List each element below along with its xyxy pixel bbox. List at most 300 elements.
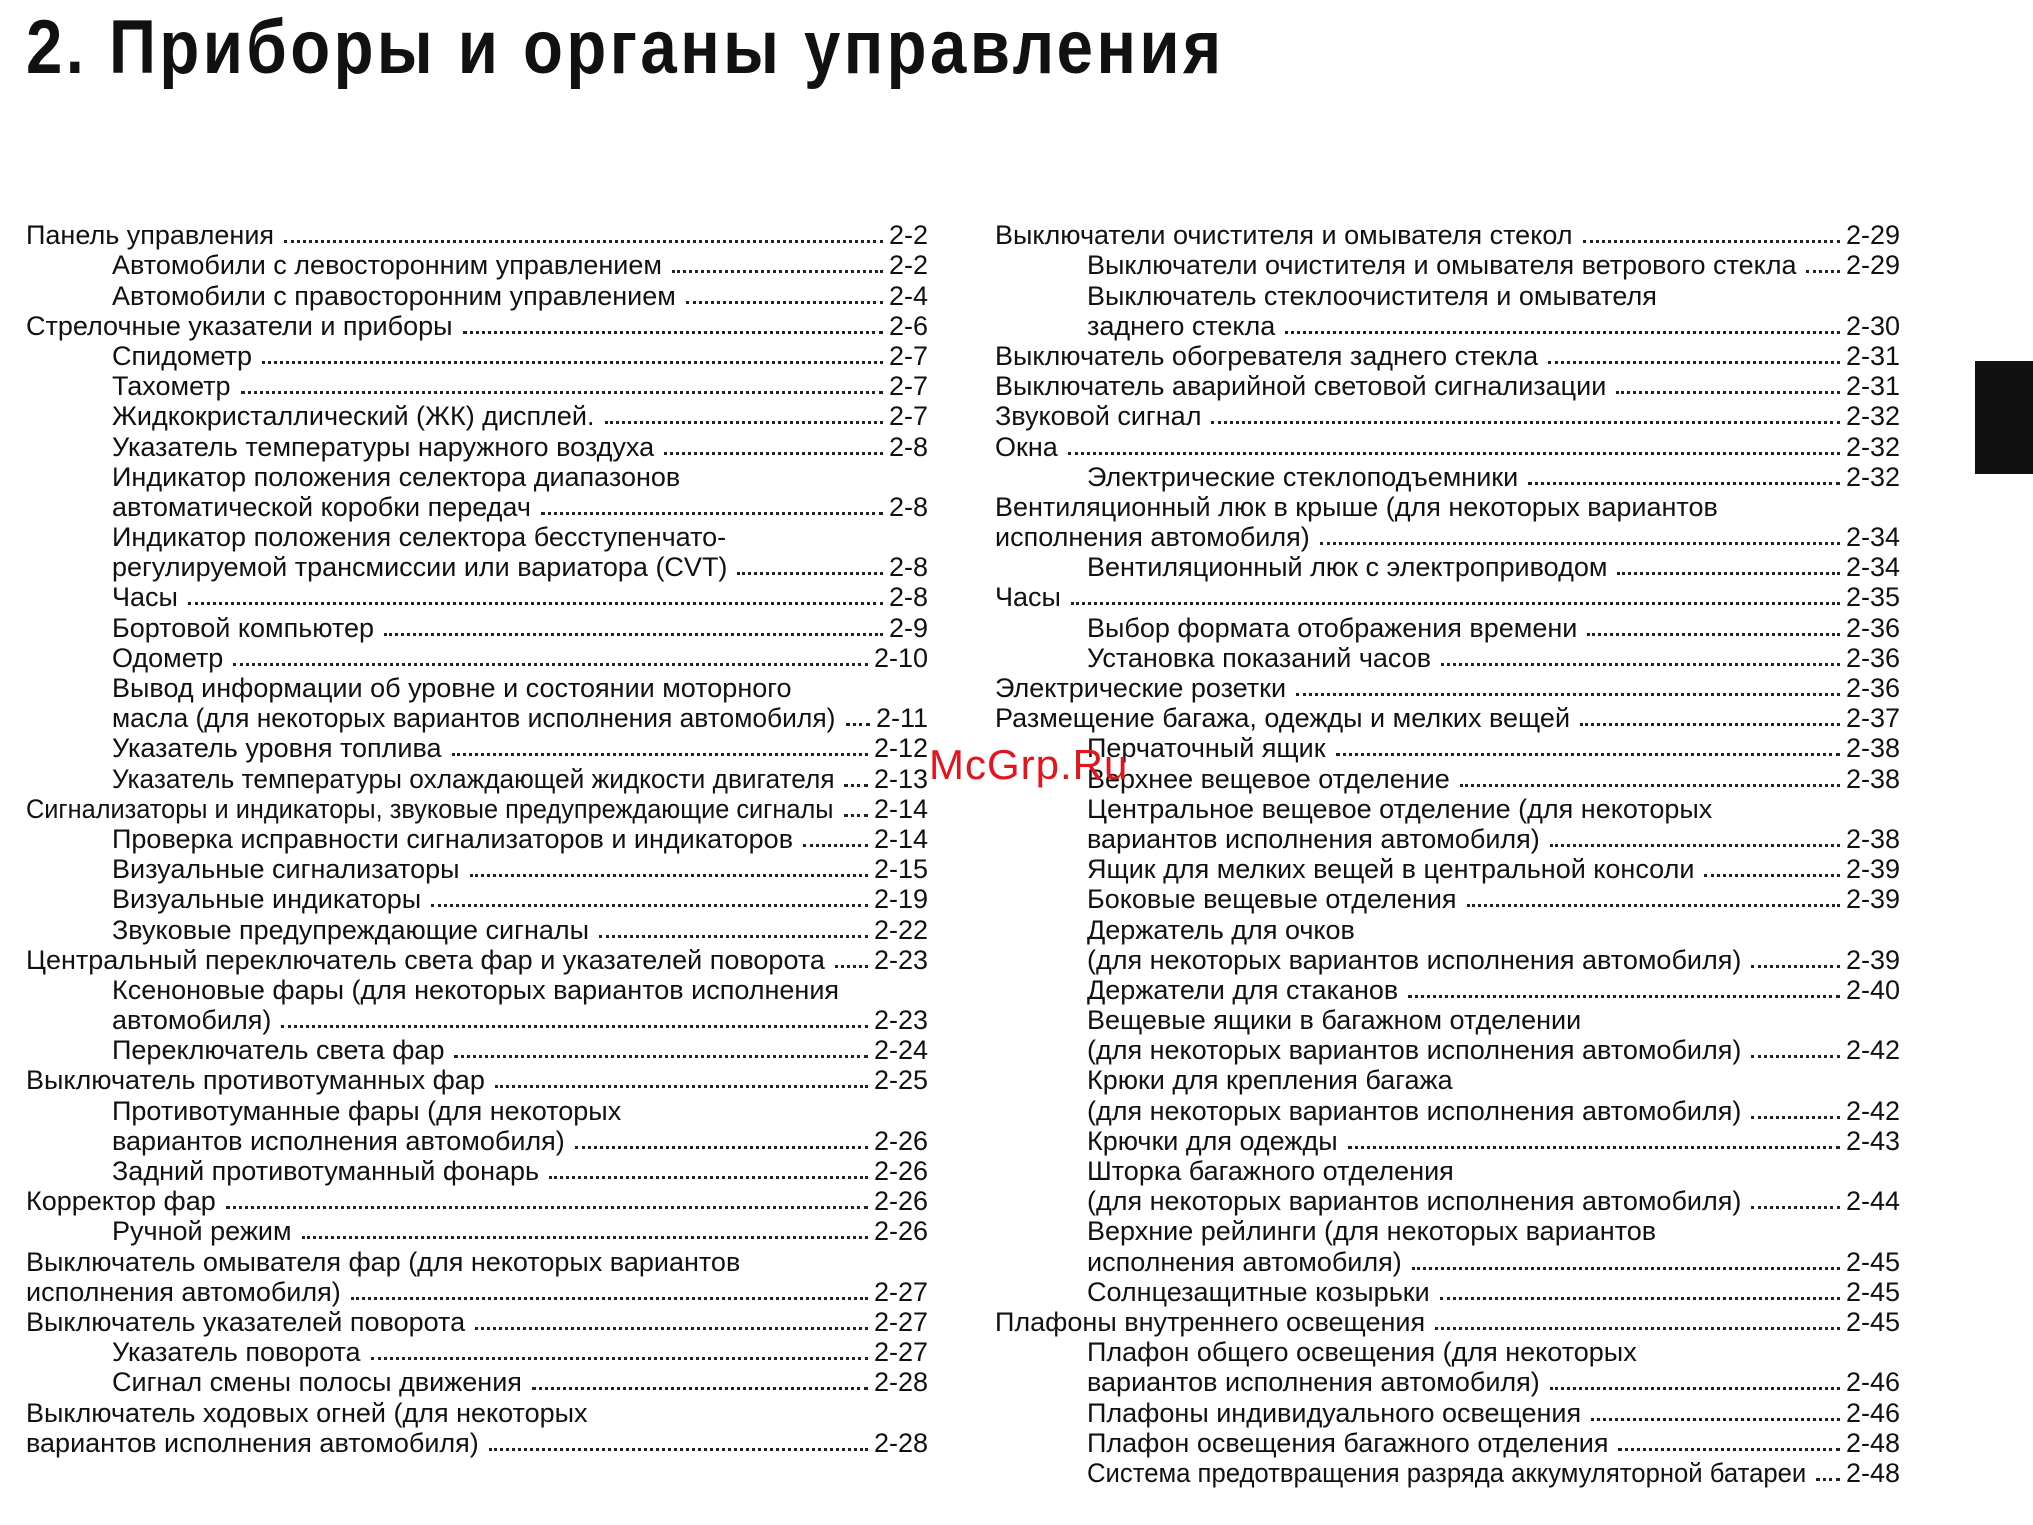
toc-entry[interactable] bbox=[26, 492, 928, 522]
toc-page-number: 2-29 bbox=[1845, 220, 1900, 251]
toc-entry-title: Указатель температуры охлаждающей жидкости двигателя bbox=[112, 763, 835, 794]
toc-entry[interactable] bbox=[26, 854, 928, 884]
toc-entry[interactable] bbox=[995, 763, 1900, 793]
dot-leader bbox=[1285, 331, 1840, 334]
toc-page-number: 2-22 bbox=[873, 914, 928, 945]
toc-page-number: 2-7 bbox=[888, 340, 928, 371]
toc-entry-title: Выключатель противотуманных фар bbox=[26, 1065, 485, 1096]
toc-entry[interactable] bbox=[26, 703, 928, 733]
toc-entry[interactable] bbox=[26, 401, 928, 431]
toc-entry[interactable] bbox=[995, 975, 1900, 1005]
toc-entry-title: масла (для некоторых вариантов исполнения автомобиля) bbox=[112, 703, 836, 734]
toc-page-number: 2-44 bbox=[1845, 1186, 1900, 1217]
dot-leader bbox=[470, 874, 868, 877]
toc-page-number: 2-19 bbox=[873, 884, 928, 915]
toc-entry-title: (для некоторых вариантов исполнения автомобиля) bbox=[1087, 1186, 1742, 1217]
toc-entry[interactable] bbox=[26, 1005, 928, 1035]
toc-entry[interactable] bbox=[995, 492, 1900, 522]
dot-leader bbox=[737, 572, 883, 575]
toc-entry-title: Электрические розетки bbox=[995, 673, 1287, 703]
toc-entry-title: Выключатель обогревателя заднего стекла bbox=[995, 340, 1539, 371]
dot-leader bbox=[1528, 482, 1840, 485]
toc-page-number: 2-8 bbox=[888, 552, 928, 583]
toc-entry-title: Система предотвращения разряда аккумуляторной батареи bbox=[1087, 1457, 1807, 1488]
dot-leader bbox=[1440, 1297, 1840, 1300]
dot-leader bbox=[1591, 1418, 1840, 1421]
toc-page-number: 2-38 bbox=[1845, 823, 1900, 854]
dot-leader bbox=[541, 512, 883, 515]
toc-entry[interactable] bbox=[26, 884, 928, 914]
toc-page-number: 2-38 bbox=[1845, 733, 1900, 764]
toc-entry-title: Переключатель света фар bbox=[112, 1035, 445, 1066]
toc-page-number: 2-48 bbox=[1845, 1427, 1900, 1458]
toc-page-number: 2-38 bbox=[1845, 763, 1900, 794]
toc-entry-title: Проверка исправности сигнализаторов и индикаторов bbox=[112, 823, 794, 854]
toc-entry[interactable] bbox=[995, 311, 1900, 341]
toc-page-number: 2-25 bbox=[873, 1065, 928, 1096]
toc-entry-title: Стрелочные указатели и приборы bbox=[26, 310, 453, 341]
toc-entry-title: Электрические стеклоподъемники bbox=[1087, 461, 1519, 492]
dot-leader bbox=[575, 1146, 868, 1149]
toc-entry[interactable] bbox=[995, 552, 1900, 582]
toc-entry-title: автоматической коробки передач bbox=[112, 491, 531, 522]
toc-entry[interactable] bbox=[995, 1156, 1900, 1186]
dot-leader bbox=[1587, 633, 1840, 636]
dot-leader bbox=[1336, 753, 1840, 756]
toc-entry[interactable] bbox=[26, 1428, 928, 1458]
toc-entry-title: Установка показаний часов bbox=[1087, 642, 1432, 673]
toc-left-column bbox=[26, 220, 928, 1458]
dot-leader bbox=[475, 1327, 868, 1330]
toc-entry[interactable] bbox=[26, 1246, 928, 1276]
toc-entry[interactable] bbox=[26, 824, 928, 854]
toc-entry[interactable] bbox=[26, 975, 928, 1005]
toc-entry-title: Плафоны внутреннего освещения bbox=[995, 1306, 1426, 1337]
toc-entry-title: Размещение багажа, одежды и мелких вещей bbox=[995, 703, 1571, 734]
toc-entry-title: Плафон освещения багажного отделения bbox=[1087, 1427, 1609, 1458]
dot-leader bbox=[463, 331, 883, 334]
toc-entry-title: Солнцезащитные козырьки bbox=[1087, 1276, 1430, 1307]
dot-leader bbox=[1751, 1206, 1840, 1209]
dot-leader bbox=[233, 663, 868, 666]
toc-entry-title: Жидкокристаллический (ЖК) дисплей. bbox=[112, 401, 595, 432]
toc-page-number: 2-23 bbox=[873, 1005, 928, 1036]
toc-entry[interactable] bbox=[26, 1307, 928, 1337]
toc-page-number: 2-28 bbox=[873, 1367, 928, 1398]
toc-entry[interactable] bbox=[26, 522, 928, 552]
toc-entry[interactable] bbox=[995, 431, 1900, 461]
toc-entry[interactable] bbox=[995, 1458, 1900, 1488]
toc-entry[interactable] bbox=[26, 1156, 928, 1186]
toc-entry-title: Плафоны индивидуального освещения bbox=[1087, 1397, 1582, 1428]
toc-entry[interactable] bbox=[995, 673, 1900, 703]
toc-entry-title: (для некоторых вариантов исполнения автомобиля) bbox=[1087, 944, 1742, 975]
dot-leader bbox=[1320, 542, 1840, 545]
toc-entry-title: вариантов исполнения автомобиля) bbox=[26, 1427, 479, 1458]
toc-entry[interactable] bbox=[26, 371, 928, 401]
toc-entry[interactable] bbox=[995, 914, 1900, 944]
toc-page-number: 2-13 bbox=[873, 763, 928, 794]
dot-leader bbox=[1348, 1146, 1840, 1149]
toc-entry-title: Выключатель ходовых огней (для некоторых bbox=[26, 1397, 588, 1428]
toc-entry[interactable] bbox=[26, 1065, 928, 1095]
toc-entry[interactable] bbox=[995, 401, 1900, 431]
toc-entry-title: Вещевые ящики в багажном отделении bbox=[1087, 1005, 1582, 1036]
dot-leader bbox=[1751, 1116, 1840, 1119]
toc-entry-title: Указатель поворота bbox=[112, 1337, 361, 1368]
toc-entry[interactable] bbox=[995, 643, 1900, 673]
dot-leader bbox=[1435, 1327, 1840, 1330]
toc-entry[interactable] bbox=[995, 462, 1900, 492]
toc-entry[interactable] bbox=[26, 1337, 928, 1367]
toc-page-number: 2-29 bbox=[1845, 250, 1900, 281]
dot-leader bbox=[351, 1297, 868, 1300]
toc-entry[interactable] bbox=[26, 431, 928, 461]
toc-page-number: 2-28 bbox=[873, 1427, 928, 1458]
dot-leader bbox=[1583, 240, 1840, 243]
toc-page-number: 2-6 bbox=[888, 310, 928, 341]
toc-entry-title: Выключатели очистителя и омывателя стекол bbox=[995, 220, 1573, 251]
toc-entry-title: Визуальные сигнализаторы bbox=[112, 854, 460, 885]
toc-entry-title: Верхние рейлинги (для некоторых вариантов bbox=[1087, 1216, 1657, 1247]
toc-entry-title: (для некоторых вариантов исполнения автомобиля) bbox=[1087, 1095, 1742, 1126]
toc-entry[interactable] bbox=[26, 1216, 928, 1246]
toc-page-number: 2-8 bbox=[888, 491, 928, 522]
toc-entry[interactable] bbox=[995, 794, 1900, 824]
toc-entry-title: Противотуманные фары (для некоторых bbox=[112, 1095, 622, 1126]
toc-entry-title: Индикатор положения селектора бесступенчато- bbox=[112, 522, 727, 553]
toc-page-number: 2-42 bbox=[1845, 1035, 1900, 1066]
dot-leader bbox=[1704, 874, 1840, 877]
toc-entry-title: Звуковой сигнал bbox=[995, 401, 1202, 432]
toc-entry-title: Крючки для одежды bbox=[1087, 1125, 1338, 1156]
toc-entry[interactable] bbox=[26, 763, 928, 793]
dot-leader bbox=[1408, 995, 1840, 998]
toc-entry-title: Центральный переключатель света фар и указателей поворота bbox=[26, 944, 825, 975]
toc-entry-title: Индикатор положения селектора диапазонов bbox=[112, 461, 681, 492]
watermark: McGrp.Ru bbox=[929, 741, 1129, 788]
toc-page-number: 2-12 bbox=[873, 733, 928, 764]
chapter-tab-marker bbox=[1975, 361, 2033, 474]
toc-page-number: 2-4 bbox=[888, 280, 928, 311]
dot-leader bbox=[495, 1085, 868, 1088]
toc-entry[interactable] bbox=[995, 733, 1900, 763]
dot-leader bbox=[1548, 361, 1840, 364]
toc-entry[interactable] bbox=[995, 1005, 1900, 1035]
toc-page-number: 2-23 bbox=[873, 944, 928, 975]
toc-entry[interactable] bbox=[26, 220, 928, 250]
toc-entry[interactable] bbox=[995, 612, 1900, 642]
toc-entry-title: регулируемой трансмиссии или вариатора (CVT) bbox=[112, 552, 728, 583]
dot-leader bbox=[454, 1055, 867, 1058]
dot-leader bbox=[1617, 572, 1840, 575]
toc-entry-title: исполнения автомобиля) bbox=[1087, 1246, 1402, 1277]
toc-page-number: 2-32 bbox=[1845, 461, 1900, 492]
dot-leader bbox=[284, 240, 883, 243]
toc-page-number: 2-32 bbox=[1845, 431, 1900, 462]
toc-page-number: 2-15 bbox=[873, 854, 928, 885]
toc-entry[interactable] bbox=[995, 1095, 1900, 1125]
toc-entry-title: Часы bbox=[995, 582, 1061, 613]
toc-entry-title: Выключатели очистителя и омывателя ветрового стекла bbox=[1087, 250, 1797, 281]
toc-entry-title: Выключатель стеклоочистителя и омывателя bbox=[1087, 280, 1657, 311]
toc-entry[interactable] bbox=[995, 220, 1900, 250]
toc-entry[interactable] bbox=[995, 250, 1900, 280]
dot-leader bbox=[844, 784, 868, 787]
toc-entry-title: Одометр bbox=[112, 642, 224, 673]
toc-entry[interactable] bbox=[995, 1428, 1900, 1458]
dot-leader bbox=[1806, 270, 1839, 273]
dot-leader bbox=[302, 1236, 868, 1239]
toc-page-number: 2-7 bbox=[888, 401, 928, 432]
dot-leader bbox=[431, 904, 868, 907]
toc-page-number: 2-46 bbox=[1845, 1367, 1900, 1398]
toc-entry[interactable] bbox=[26, 1277, 928, 1307]
toc-entry-title: Сигнал смены полосы движения bbox=[112, 1367, 522, 1398]
toc-entry[interactable] bbox=[26, 612, 928, 642]
dot-leader bbox=[1550, 844, 1840, 847]
dot-leader bbox=[1751, 965, 1840, 968]
toc-entry-title: Вывод информации об уровне и состоянии моторного bbox=[112, 673, 792, 703]
toc-entry[interactable] bbox=[26, 733, 928, 763]
toc-entry-title: Ручной режим bbox=[112, 1216, 292, 1247]
toc-entry-title: Вентиляционный люк с электроприводом bbox=[1087, 552, 1608, 583]
dot-leader bbox=[1618, 1448, 1839, 1451]
toc-entry[interactable] bbox=[26, 1095, 928, 1125]
toc-entry-title: Вентиляционный люк в крыше (для некоторых вариантов bbox=[995, 491, 1718, 522]
dot-leader bbox=[835, 965, 868, 968]
toc-page-number: 2-31 bbox=[1845, 340, 1900, 371]
toc-entry[interactable] bbox=[995, 582, 1900, 612]
toc-entry-title: Центральное вещевое отделение (для некоторых bbox=[1087, 793, 1713, 824]
toc-page-number: 2-2 bbox=[888, 250, 928, 281]
toc-page-number: 2-2 bbox=[888, 220, 928, 251]
dot-leader bbox=[1751, 1055, 1840, 1058]
dot-leader bbox=[672, 270, 883, 273]
toc-page-number: 2-48 bbox=[1845, 1457, 1900, 1488]
toc-entry[interactable] bbox=[26, 673, 928, 703]
toc-entry-title: (для некоторых вариантов исполнения автомобиля) bbox=[1087, 1035, 1742, 1066]
dot-leader bbox=[844, 814, 868, 817]
dot-leader bbox=[1412, 1267, 1840, 1270]
toc-page-number: 2-27 bbox=[873, 1306, 928, 1337]
toc-entry-title: Автомобили с правосторонним управлением bbox=[112, 280, 676, 311]
toc-entry[interactable] bbox=[26, 1186, 928, 1216]
toc-entry[interactable] bbox=[26, 311, 928, 341]
toc-entry-title: вариантов исполнения автомобиля) bbox=[1087, 823, 1540, 854]
toc-entry[interactable] bbox=[995, 884, 1900, 914]
toc-entry-title: вариантов исполнения автомобиля) bbox=[112, 1125, 565, 1156]
dot-leader bbox=[1467, 904, 1840, 907]
toc-page-number: 2-43 bbox=[1845, 1125, 1900, 1156]
toc-entry-title: Панель управления bbox=[26, 220, 275, 251]
toc-page-number: 2-37 bbox=[1845, 703, 1900, 734]
dot-leader bbox=[1441, 663, 1840, 666]
toc-entry-title: Выключатель аварийной световой сигнализации bbox=[995, 371, 1607, 402]
dot-leader bbox=[686, 301, 883, 304]
toc-page-number: 2-26 bbox=[873, 1216, 928, 1247]
toc-entry-title: вариантов исполнения автомобиля) bbox=[1087, 1367, 1540, 1398]
toc-page-number: 2-39 bbox=[1845, 884, 1900, 915]
toc-entry[interactable] bbox=[995, 280, 1900, 310]
toc-entry[interactable] bbox=[26, 1126, 928, 1156]
toc-entry[interactable] bbox=[995, 1307, 1900, 1337]
toc-page-number: 2-26 bbox=[873, 1186, 928, 1217]
toc-entry[interactable] bbox=[995, 1246, 1900, 1276]
toc-entry[interactable] bbox=[995, 1367, 1900, 1397]
toc-entry[interactable] bbox=[26, 1367, 928, 1397]
toc-entry-title: Указатель уровня топлива bbox=[112, 733, 442, 764]
toc-page-number: 2-39 bbox=[1845, 854, 1900, 885]
toc-page-number: 2-27 bbox=[873, 1276, 928, 1307]
toc-page-number: 2-14 bbox=[873, 793, 928, 824]
toc-page-number: 2-32 bbox=[1845, 401, 1900, 432]
toc-page-number: 2-9 bbox=[888, 612, 928, 643]
toc-page-number: 2-34 bbox=[1845, 522, 1900, 553]
toc-page-number: 2-36 bbox=[1845, 612, 1900, 643]
toc-page-number: 2-26 bbox=[873, 1125, 928, 1156]
toc-entry-title: Плафон общего освещения (для некоторых bbox=[1087, 1337, 1637, 1368]
toc-page-number: 2-27 bbox=[873, 1337, 928, 1368]
dot-leader bbox=[281, 1025, 868, 1028]
toc-entry[interactable] bbox=[995, 703, 1900, 733]
toc-entry-title: заднего стекла bbox=[1087, 310, 1276, 341]
dot-leader bbox=[1816, 1478, 1840, 1481]
dot-leader bbox=[532, 1387, 868, 1390]
toc-page-number: 2-30 bbox=[1845, 310, 1900, 341]
toc-entry[interactable] bbox=[995, 522, 1900, 552]
toc-entry[interactable] bbox=[995, 341, 1900, 371]
dot-leader bbox=[241, 391, 883, 394]
toc-entry-title: Задний противотуманный фонарь bbox=[112, 1156, 540, 1186]
toc-entry-title: Часы bbox=[112, 582, 178, 613]
toc-entry[interactable] bbox=[26, 794, 928, 824]
toc-entry[interactable] bbox=[995, 945, 1900, 975]
toc-entry[interactable] bbox=[26, 643, 928, 673]
toc-entry[interactable] bbox=[26, 582, 928, 612]
toc-entry-title: Ксеноновые фары (для некоторых вариантов исполнения bbox=[112, 974, 840, 1005]
toc-page-number: 2-8 bbox=[888, 582, 928, 613]
toc-entry-title: Боковые вещевые отделения bbox=[1087, 884, 1457, 915]
toc-entry-title: Тахометр bbox=[112, 371, 231, 402]
dot-leader bbox=[489, 1448, 868, 1451]
toc-entry-title: Корректор фар bbox=[26, 1186, 216, 1217]
dot-leader bbox=[1460, 784, 1840, 787]
toc-entry[interactable] bbox=[995, 1397, 1900, 1427]
toc-entry-title: Перчаточный ящик bbox=[1087, 733, 1326, 764]
toc-entry-title: Держатели для стаканов bbox=[1087, 974, 1399, 1005]
toc-entry[interactable] bbox=[995, 371, 1900, 401]
dot-leader bbox=[1211, 421, 1840, 424]
dot-leader bbox=[1616, 391, 1840, 394]
dot-leader bbox=[384, 633, 883, 636]
toc-right-column bbox=[995, 220, 1900, 1488]
dot-leader bbox=[549, 1176, 868, 1179]
dot-leader bbox=[1296, 693, 1840, 696]
toc-entry-title: Верхнее вещевое отделение bbox=[1087, 763, 1450, 794]
toc-page-number: 2-45 bbox=[1845, 1246, 1900, 1277]
toc-page-number: 2-35 bbox=[1845, 582, 1900, 613]
toc-entry-title: Визуальные индикаторы bbox=[112, 884, 422, 915]
toc-entry-title: Держатель для очков bbox=[1087, 914, 1355, 945]
toc-entry-title: Окна bbox=[995, 431, 1058, 462]
toc-page-number: 2-24 bbox=[873, 1035, 928, 1066]
toc-entry[interactable] bbox=[26, 945, 928, 975]
toc-entry[interactable] bbox=[26, 250, 928, 280]
toc-page-number: 2-26 bbox=[873, 1156, 928, 1186]
toc-page-number: 2-10 bbox=[873, 642, 928, 673]
toc-page-number: 2-7 bbox=[888, 371, 928, 402]
toc-entry[interactable] bbox=[26, 552, 928, 582]
toc-page-number: 2-14 bbox=[873, 823, 928, 854]
toc-entry-title: Автомобили с левосторонним управлением bbox=[112, 250, 662, 281]
dot-leader bbox=[188, 602, 883, 605]
dot-leader bbox=[605, 421, 883, 424]
toc-entry-title: Бортовой компьютер bbox=[112, 612, 375, 643]
dot-leader bbox=[846, 723, 870, 726]
toc-entry[interactable] bbox=[995, 1035, 1900, 1065]
toc-entry[interactable] bbox=[995, 1126, 1900, 1156]
dot-leader bbox=[226, 1206, 868, 1209]
toc-entry-title: автомобиля) bbox=[112, 1005, 272, 1036]
toc-page-number: 2-8 bbox=[888, 431, 928, 462]
toc-entry-title: Крюки для крепления багажа bbox=[1087, 1065, 1453, 1096]
dot-leader bbox=[452, 753, 868, 756]
toc-entry[interactable] bbox=[26, 914, 928, 944]
toc-entry[interactable] bbox=[995, 1337, 1900, 1367]
toc-page-number: 2-45 bbox=[1845, 1306, 1900, 1337]
dot-leader bbox=[262, 361, 883, 364]
dot-leader bbox=[664, 452, 883, 455]
dot-leader bbox=[371, 1357, 868, 1360]
toc-entry[interactable] bbox=[26, 1035, 928, 1065]
toc-page-number: 2-36 bbox=[1845, 642, 1900, 673]
toc-entry[interactable] bbox=[995, 854, 1900, 884]
page-title: 2. Приборы и органы управления bbox=[26, 5, 1225, 90]
toc-entry-title: Сигнализаторы и индикаторы, звуковые предупреждающие сигналы bbox=[26, 793, 834, 824]
toc-entry[interactable] bbox=[26, 280, 928, 310]
dot-leader bbox=[599, 935, 868, 938]
toc-page-number: 2-11 bbox=[875, 703, 928, 734]
toc-entry-title: Указатель температуры наружного воздуха bbox=[112, 431, 655, 462]
toc-page-number: 2-46 bbox=[1845, 1397, 1900, 1428]
toc-entry-title: исполнения автомобиля) bbox=[26, 1276, 341, 1307]
toc-entry-title: Звуковые предупреждающие сигналы bbox=[112, 914, 590, 945]
toc-entry[interactable] bbox=[26, 462, 928, 492]
toc-page-number: 2-42 bbox=[1845, 1095, 1900, 1126]
dot-leader bbox=[1071, 602, 1840, 605]
toc-entry[interactable] bbox=[995, 824, 1900, 854]
dot-leader bbox=[1580, 723, 1840, 726]
toc-entry-title: Ящик для мелких вещей в центральной консоли bbox=[1087, 854, 1695, 885]
toc-entry[interactable] bbox=[995, 1277, 1900, 1307]
dot-leader bbox=[803, 844, 868, 847]
toc-entry-title: Спидометр bbox=[112, 340, 253, 371]
toc-entry[interactable] bbox=[26, 341, 928, 371]
toc-entry[interactable] bbox=[26, 1397, 928, 1427]
toc-entry[interactable] bbox=[995, 1065, 1900, 1095]
toc-entry-title: Шторка багажного отделения bbox=[1087, 1156, 1454, 1186]
toc-page-number: 2-31 bbox=[1845, 371, 1900, 402]
toc-entry-title: Выключатель омывателя фар (для некоторых вариантов bbox=[26, 1246, 741, 1277]
toc-entry[interactable] bbox=[995, 1186, 1900, 1216]
toc-entry-title: Выключатель указателей поворота bbox=[26, 1306, 466, 1337]
dot-leader bbox=[1550, 1387, 1840, 1390]
toc-page-number: 2-36 bbox=[1845, 673, 1900, 703]
toc-entry[interactable] bbox=[995, 1216, 1900, 1246]
toc-page-number: 2-34 bbox=[1845, 552, 1900, 583]
toc-page-number: 2-45 bbox=[1845, 1276, 1900, 1307]
